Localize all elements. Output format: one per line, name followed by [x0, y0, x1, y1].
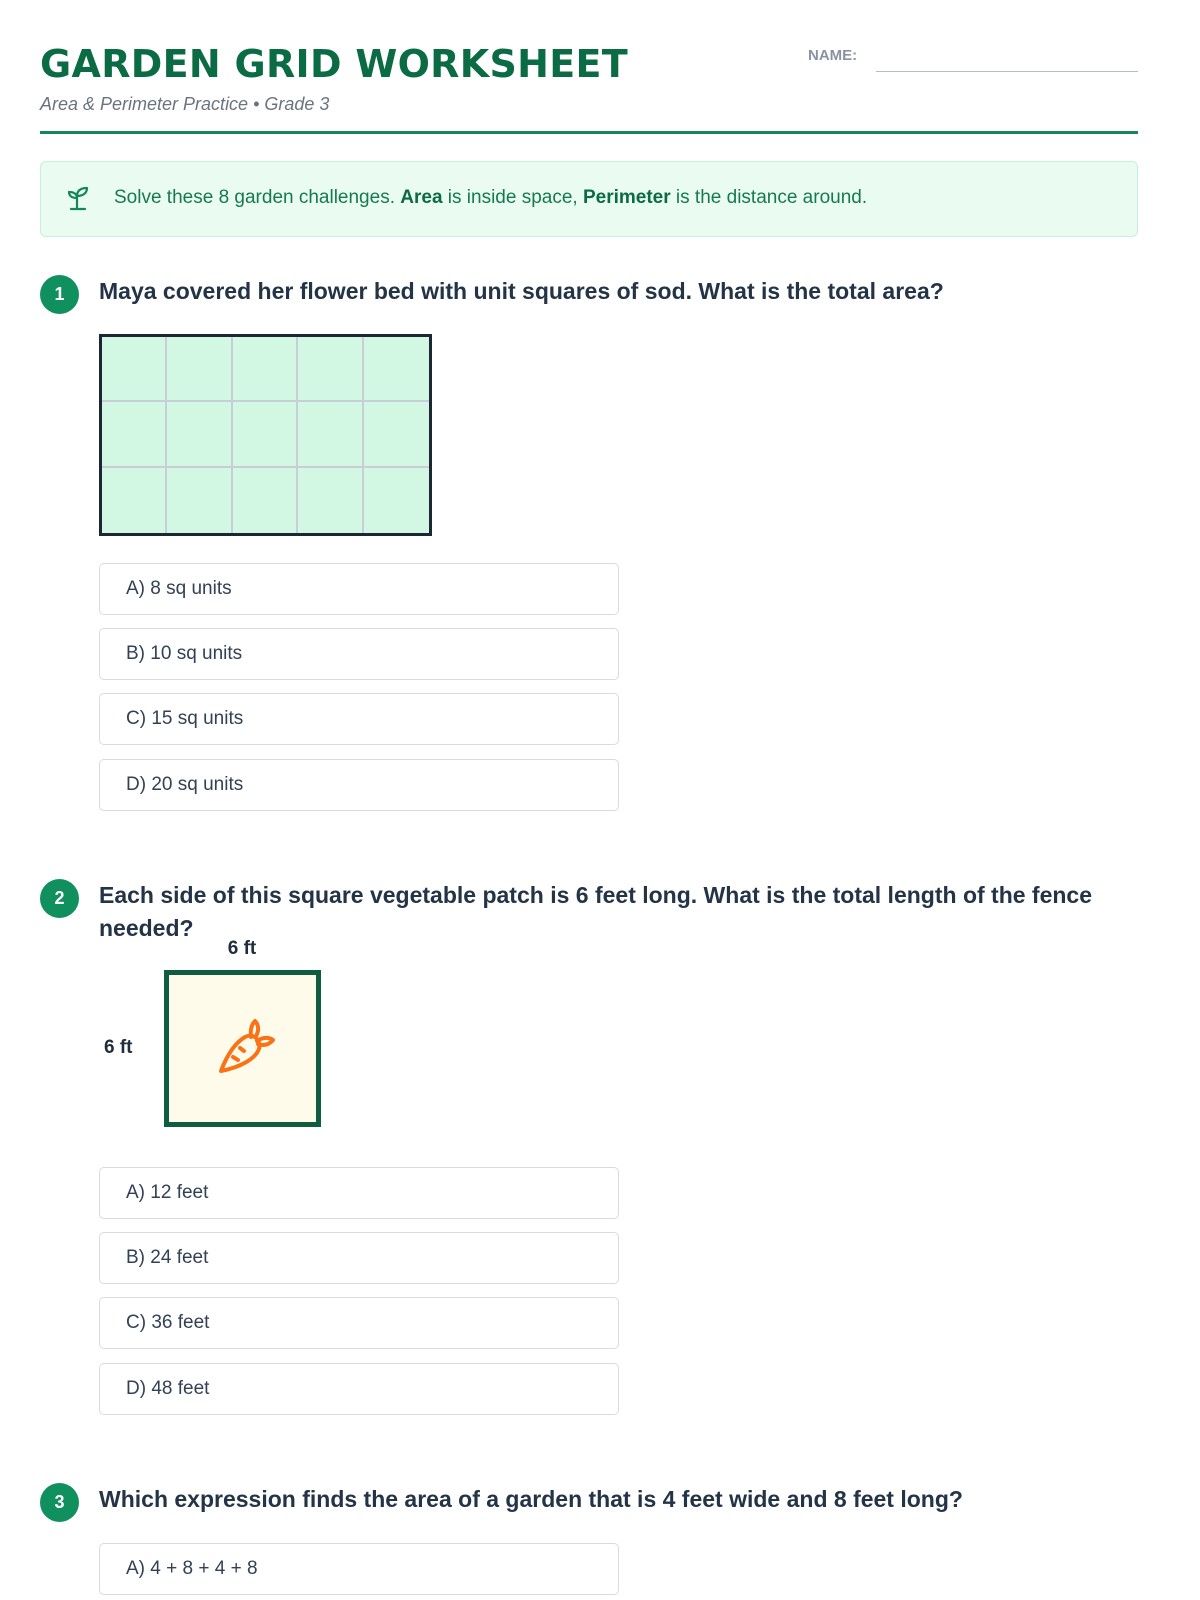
intro-banner [40, 161, 1138, 237]
term-perimeter: Perimeter [582, 187, 671, 208]
question-text: Which expression finds the area of a garden that is 4 feet wide and 8 feet long? [99, 1486, 963, 1512]
grid-cell [102, 337, 167, 402]
grid-cell [364, 468, 429, 533]
dimension-label-side: 6 ft [104, 1037, 133, 1058]
answer-option-a[interactable]: A) 8 sq units [99, 563, 619, 615]
question-number-badge: 3 [40, 1483, 79, 1522]
sod-unit-grid [99, 334, 432, 536]
answer-option-a[interactable]: A) 4 + 8 + 4 + 8 [99, 1543, 619, 1595]
grid-cell [233, 468, 298, 533]
intro-text: Solve these 8 garden challenges. Area is inside space, Perimeter is the distance around. [114, 187, 868, 208]
sprout-icon [65, 185, 93, 213]
answer-option-d[interactable]: D) 48 feet [99, 1363, 619, 1415]
answer-option-a[interactable]: A) 12 feet [99, 1167, 619, 1219]
grid-cell [167, 402, 232, 467]
question-text: Each side of this square vegetable patch is 6 feet long. What is the total length of the fence needed? [99, 882, 1093, 941]
question-number-badge: 1 [40, 275, 79, 314]
grid-cell [298, 468, 363, 533]
page-subtitle: Area & Perimeter Practice • Grade 3 [40, 94, 330, 114]
grid-cell [364, 337, 429, 402]
header-divider [40, 131, 1138, 134]
answer-option-c[interactable]: C) 15 sq units [99, 693, 619, 745]
grid-cell [298, 402, 363, 467]
answer-option-d[interactable]: D) 20 sq units [99, 759, 619, 811]
term-area: Area [400, 187, 443, 208]
grid-cell [298, 337, 363, 402]
grid-cell [233, 402, 298, 467]
page-title: GARDEN GRID WORKSHEET [40, 42, 628, 86]
answer-option-c[interactable]: C) 36 feet [99, 1297, 619, 1349]
grid-cell [102, 468, 167, 533]
answer-option-b[interactable]: B) 24 feet [99, 1232, 619, 1284]
name-label: NAME: [808, 47, 858, 64]
question-text: Maya covered her flower bed with unit squares of sod. What is the total area? [99, 278, 944, 304]
grid-cell [102, 402, 167, 467]
vegetable-patch-square [164, 970, 321, 1127]
grid-cell [167, 468, 232, 533]
question-number-badge: 2 [40, 879, 79, 918]
name-field-line[interactable] [876, 71, 1138, 72]
carrot-icon [207, 1013, 277, 1083]
grid-cell [364, 402, 429, 467]
dimension-label-top: 6 ft [227, 938, 257, 959]
grid-cell [233, 337, 298, 402]
answer-option-b[interactable]: B) 10 sq units [99, 628, 619, 680]
grid-cell [167, 337, 232, 402]
